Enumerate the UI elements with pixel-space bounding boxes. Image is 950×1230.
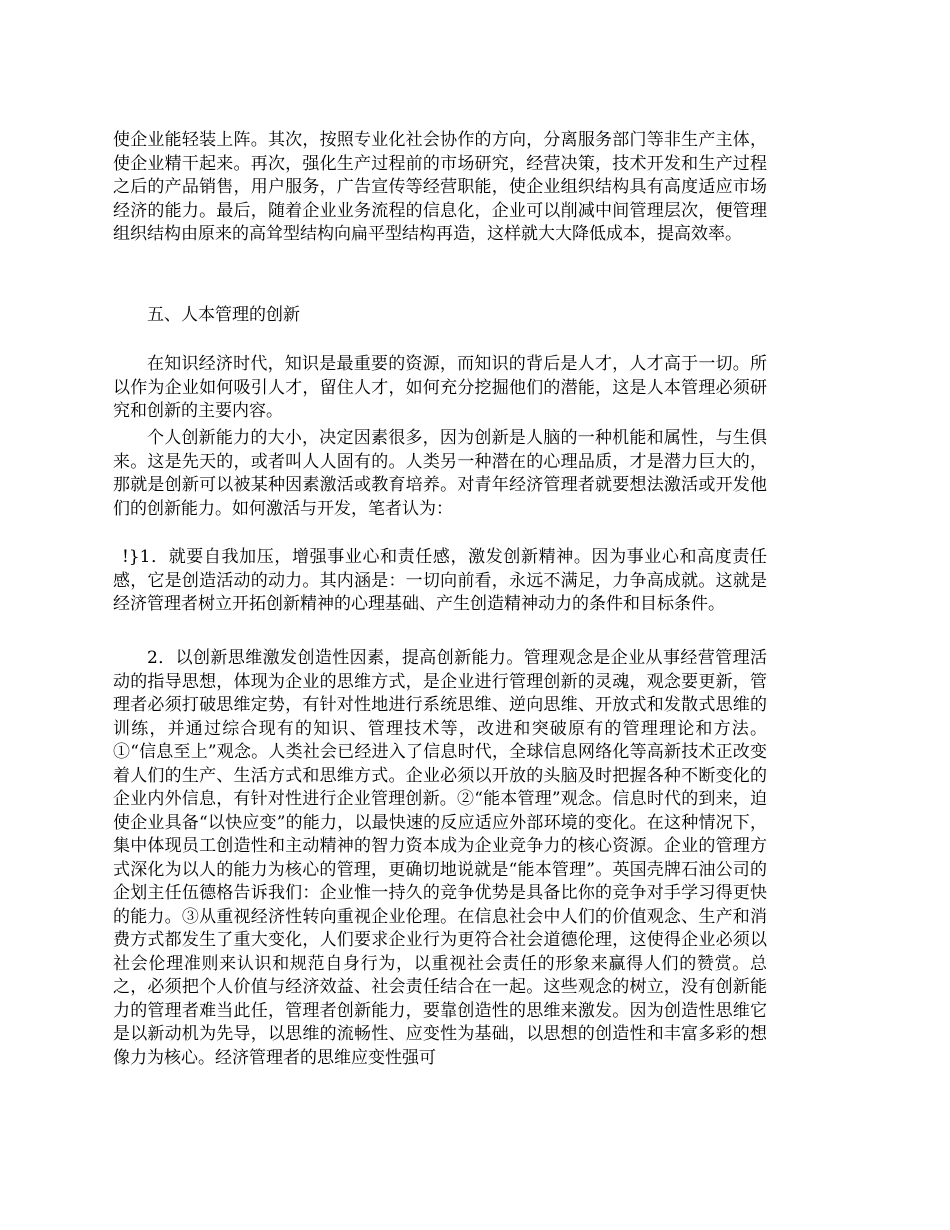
paragraph-knowledge-economy: 在知识经济时代，知识是最重要的资源，而知识的背后是人才，人才高于一切。所以作为企业如何吸引人才，留住人才，如何充分挖掘他们的潜能，这是人本管理必须研究和创新的主要内容。: [113, 354, 767, 421]
paragraph-innovation-ability: 个人创新能力的大小，决定因素很多，因为创新是人脑的一种机能和属性，与生俱来。这是先天的，或者叫人人固有的。人类另一种潜在的心理品质，才是潜力巨大的，那就是创新可以被某种因素激活或教育培养。对青年经济管理者就要想法激活或开发他们的创新能力。如何激活与开发，笔者认为：: [113, 428, 767, 519]
paragraph-point-1: !}1．就要自我加压，增强事业心和责任感，激发创新精神。因为事业心和高度责任感，它是创造活动的动力。其内涵是：一切向前看，永远不满足，力争高成就。这就是经济管理者树立开拓创新精神的心理基础、产生创造精神动力的条件和目标条件。: [113, 547, 767, 614]
paragraph-point-2: 2．以创新思维激发创造性因素，提高创新能力。管理观念是企业从事经营管理活动的指导思想，体现为企业的思维方式，是企业进行管理创新的灵魂，观念要更新，管理者必须打破思维定势，有针对性地进行系统思维、逆向思维、开放式和发散式思维的训练，并通过综合现有的知识、管理技术等，改进和突破原有的管理理论和方法。①“信息至上”观念。人类社会已经进入了信息时代，全球信息网络化等高新技术正改变着人们的生产、生活方式和思维方式。企业必须以开放的头脑及时把握各种不断变化的企业内外信息，有针对性进行企业管理创新。②“能本管理”观念。信息时代的到来，迫使企业具备“以快应变”的能力，以最快速的反应适应外部环境的变化。在这种情况下，集中体现员工创造性和主动精神的智力资本成为企业竞争力的核心资源。企业的管理方式深化为以人的能力为核心的管理，更确切地说就是“能本管理”。英国壳牌石油公司的企划主任伍德格告诉我们：企业惟一持久的竞争优势是具备比你的竞争对手学习得更快的能力。③从重视经济性转向重视企业伦理。在信息社会中人们的价值观念、生产和消费方式都发生了重大变化，人们要求企业行为更符合社会道德伦理，这使得企业必须以社会伦理准则来认识和规范自身行为，以重视社会责任的形象来赢得人们的赞赏。总之，必须把个人价值与经济效益、社会责任结合在一起。这些观念的树立，没有创新能力的管理者难当此任，管理者创新能力，要靠创造性的思维来激发。因为创造性思维它是以新动机为先导，以思维的流畅性、应变性为基础，以思想的创造性和丰富多彩的想像力为核心。经济管理者的思维应变性强可: [113, 648, 767, 1068]
paragraph-enterprise-restructuring: 使企业能轻装上阵。其次，按照专业化社会协作的方向，分离服务部门等非生产主体，使企业精干起来。再次，强化生产过程前的市场研究，经营决策，技术开发和生产过程之后的产品销售，用户服务，广告宣传等经营职能，使企业组织结构具有高度适应市场经济的能力。最后，随着企业业务流程的信息化，企业可以削减中间管理层次，便管理组织结构由原来的高耸型结构向扁平型结构再造，这样就大大降低成本，提高效率。: [113, 130, 767, 244]
section-heading-human-management: 五、人本管理的创新: [147, 305, 300, 325]
